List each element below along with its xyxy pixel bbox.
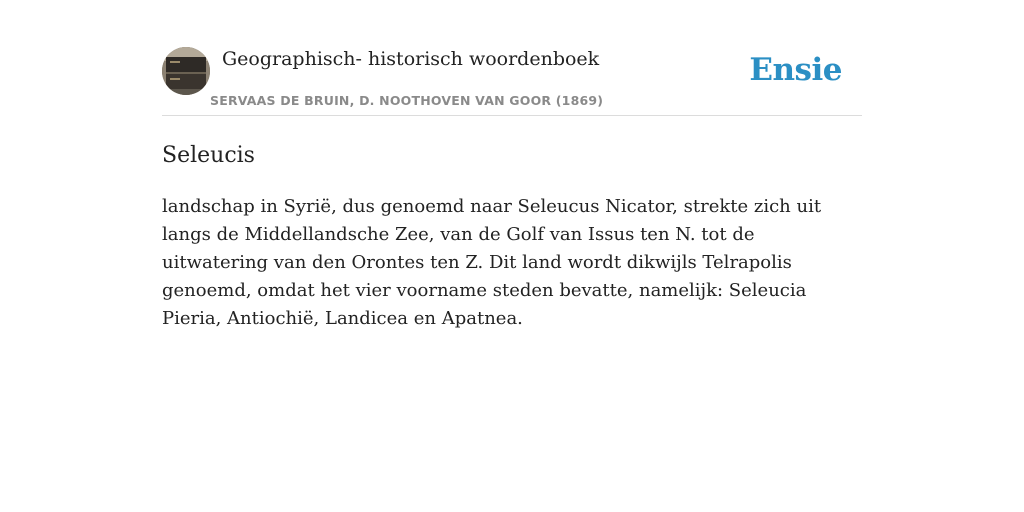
entry-body: landschap in Syrië, dus genoemd naar Seleucus Nicator, strekte zich uit langs de Middellandsche Zee, van de Golf van Issus ten N. tot de uitwatering van den Orontes ten Z. Dit land wordt dikwijls Telrapolis genoemd, omdat het vier voorname steden bevatte, namelijk: Seleucia Pieria, Antiochië, Landicea en Apatnea.	[162, 196, 822, 329]
book-cover-thumbnail[interactable]	[162, 47, 210, 95]
book-author: SERVAAS DE BRUIN, D. NOOTHOVEN VAN GOOR (1869)	[210, 93, 604, 108]
book-header	[162, 47, 862, 116]
page	[162, 0, 862, 333]
ensie-logo-link[interactable]: Ensie	[749, 52, 842, 88]
book-image-icon	[162, 47, 210, 95]
entry-title: Seleucis	[162, 143, 255, 168]
book-title[interactable]: Geographisch- historisch woordenboek	[222, 48, 600, 70]
